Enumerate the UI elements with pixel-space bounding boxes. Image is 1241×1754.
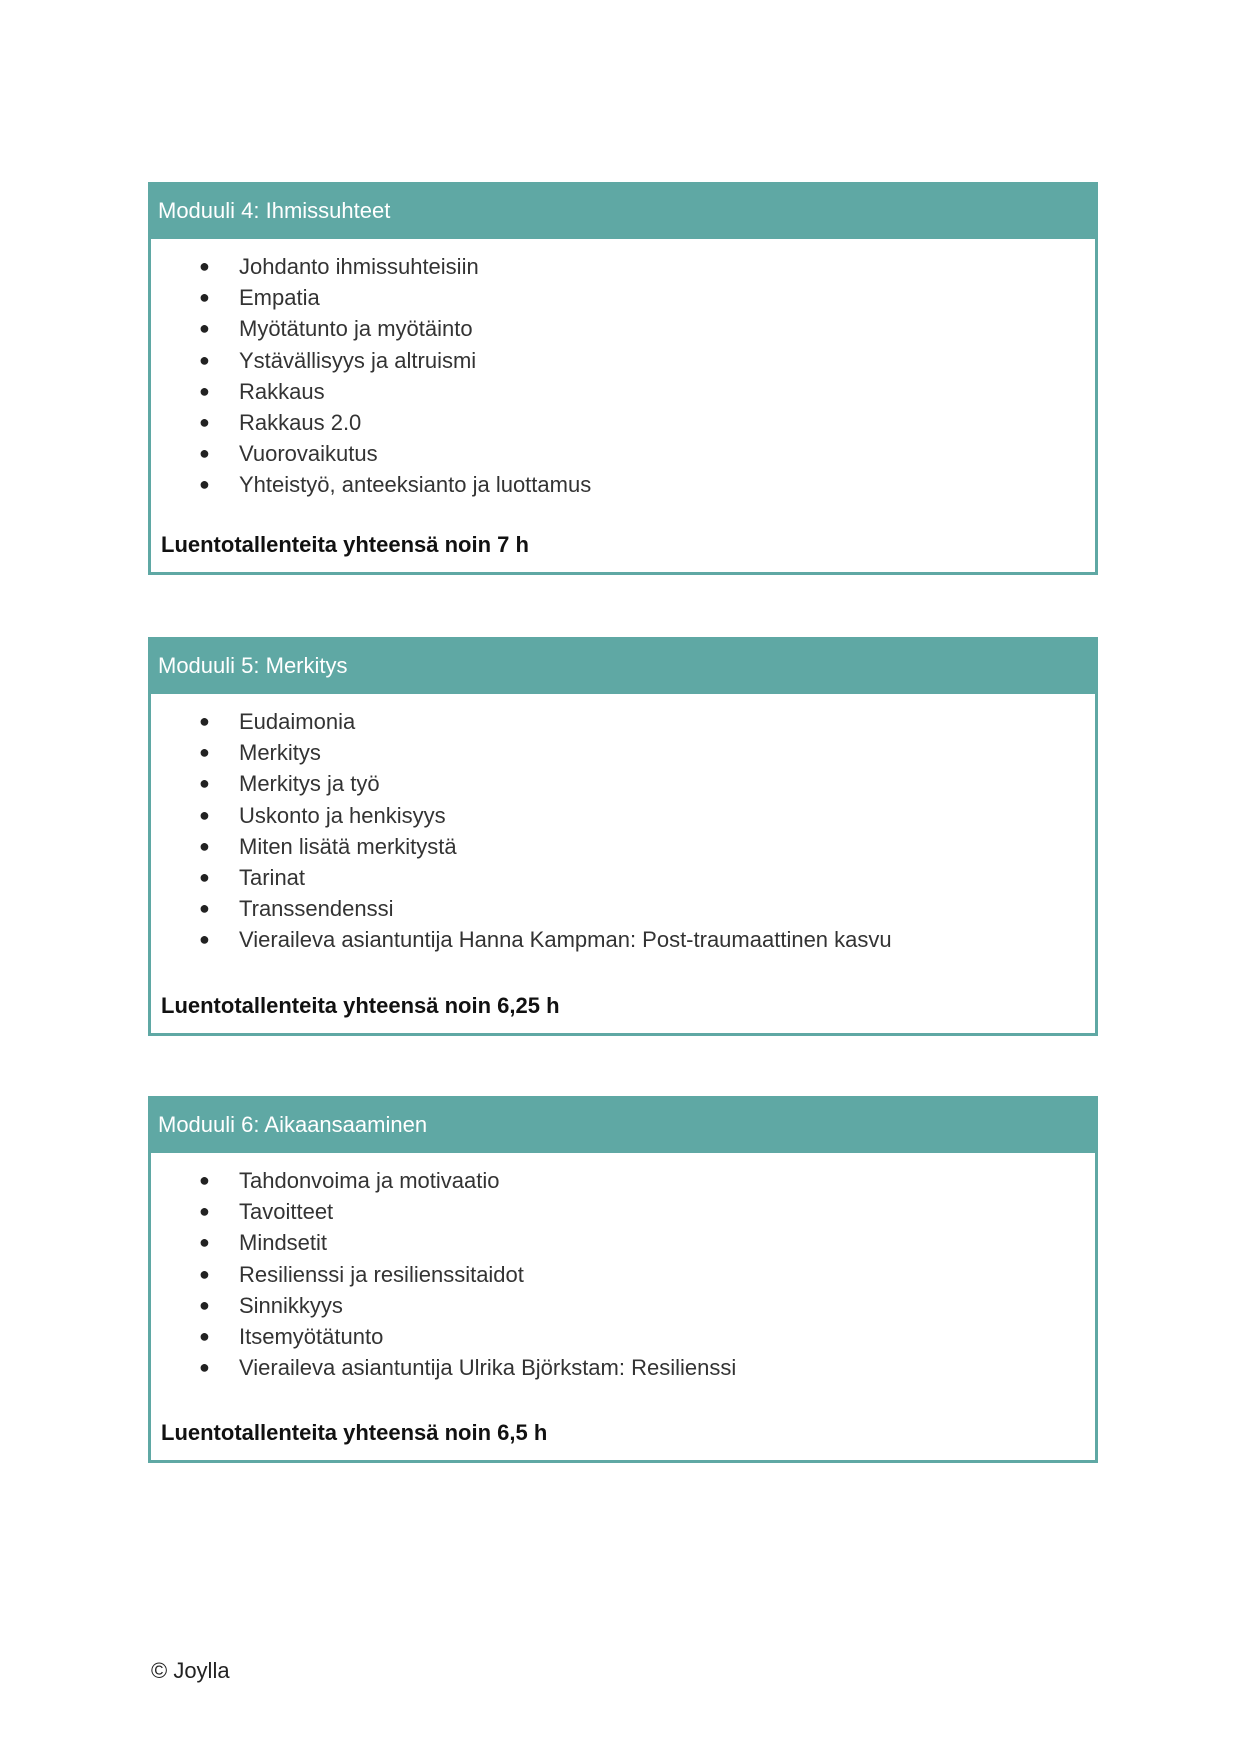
topic-list: [151, 706, 1095, 956]
module-5-box: [148, 637, 1098, 1036]
module-6-box: [148, 1096, 1098, 1463]
list-item: ● Mindsetit: [151, 1227, 1095, 1258]
list-item: ● Ystävällisyys ja altruismi: [151, 345, 1095, 376]
bullet-icon: ●: [199, 287, 210, 308]
bullet-icon: ●: [199, 411, 210, 432]
list-item: ● Vieraileva asiantuntija Ulrika Björkstam: Resilienssi: [151, 1352, 1095, 1383]
list-item: ● Miten lisätä merkitystä: [151, 831, 1095, 862]
bullet-icon: ●: [199, 1201, 210, 1222]
bullet-icon: ●: [199, 898, 210, 919]
bullet-icon: ●: [199, 318, 210, 339]
list-item: ● Merkitys ja työ: [151, 768, 1095, 799]
bullet-icon: ●: [199, 1357, 210, 1378]
bullet-icon: ●: [199, 804, 210, 825]
bullet-icon: ●: [199, 443, 210, 464]
bullet-icon: ●: [199, 742, 210, 763]
bullet-icon: ●: [199, 835, 210, 856]
bullet-icon: ●: [199, 474, 210, 495]
module-total: Luentotallenteita yhteensä noin 7 h: [161, 532, 529, 557]
list-item: ● Johdanto ihmissuhteisiin: [151, 251, 1095, 282]
bullet-icon: ●: [199, 1325, 210, 1346]
list-item: ● Vuorovaikutus: [151, 438, 1095, 469]
module-title: Moduuli 5: Merkitys: [148, 637, 1098, 694]
topic-list: [151, 1165, 1095, 1383]
bullet-icon: ●: [199, 1294, 210, 1315]
list-item: ● Transsendenssi: [151, 893, 1095, 924]
list-item: ● Tavoitteet: [151, 1196, 1095, 1227]
bullet-icon: ●: [199, 1263, 210, 1284]
module-total: Luentotallenteita yhteensä noin 6,25 h: [161, 993, 560, 1018]
bullet-icon: ●: [199, 256, 210, 276]
bullet-icon: ●: [199, 866, 210, 887]
bullet-icon: ●: [199, 1170, 210, 1190]
module-title: Moduuli 6: Aikaansaaminen: [148, 1096, 1098, 1153]
module-title: Moduuli 4: Ihmissuhteet: [148, 182, 1098, 239]
topic-list: [151, 251, 1095, 501]
list-item: ● Tahdonvoima ja motivaatio: [151, 1165, 1095, 1196]
copyright-footer: © Joylla: [151, 1658, 230, 1683]
bullet-icon: ●: [199, 1232, 210, 1253]
list-item: ● Vieraileva asiantuntija Hanna Kampman: Post-traumaattinen kasvu: [151, 924, 1095, 955]
bullet-icon: ●: [199, 380, 210, 401]
list-item: ● Itsemyötätunto: [151, 1321, 1095, 1352]
list-item: ● Rakkaus 2.0: [151, 407, 1095, 438]
list-item: ● Rakkaus: [151, 376, 1095, 407]
bullet-icon: ●: [199, 711, 210, 731]
bullet-icon: ●: [199, 773, 210, 794]
list-item: ● Tarinat: [151, 862, 1095, 893]
list-item: ● Empatia: [151, 282, 1095, 313]
list-item: ● Uskonto ja henkisyys: [151, 800, 1095, 831]
list-item: ● Myötätunto ja myötäinto: [151, 313, 1095, 344]
list-item: ● Yhteistyö, anteeksianto ja luottamus: [151, 469, 1095, 500]
module-4-box: [148, 182, 1098, 575]
list-item: ● Resilienssi ja resilienssitaidot: [151, 1259, 1095, 1290]
list-item: ● Sinnikkyys: [151, 1290, 1095, 1321]
module-total: Luentotallenteita yhteensä noin 6,5 h: [161, 1420, 548, 1445]
bullet-icon: ●: [199, 349, 210, 370]
bullet-icon: ●: [199, 929, 210, 950]
list-item: ● Eudaimonia: [151, 706, 1095, 737]
list-item: ● Merkitys: [151, 737, 1095, 768]
